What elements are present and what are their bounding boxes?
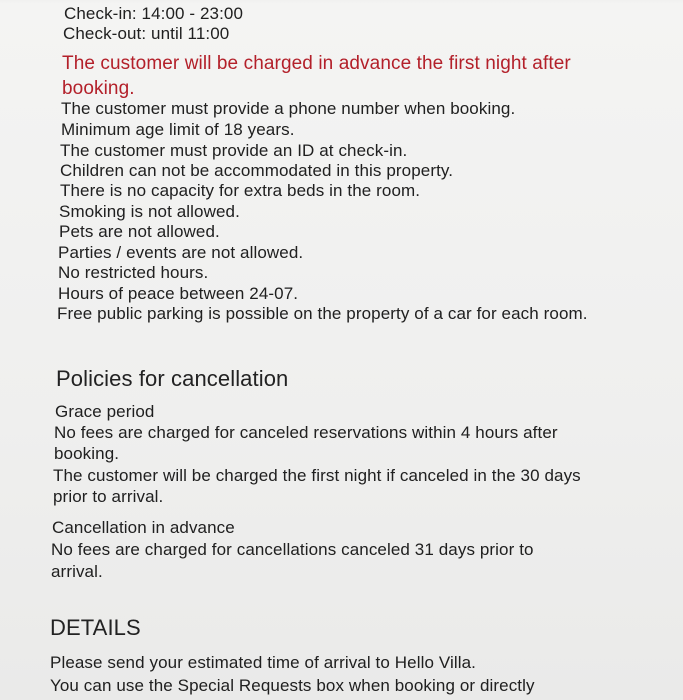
top-edge-shade	[0, 0, 683, 4]
rule-pets: Pets are not allowed.	[59, 222, 220, 241]
grace-period-line-4: prior to arrival.	[53, 487, 164, 506]
grace-period-line-3: The customer will be charged the first night if canceled in the 30 days	[53, 466, 581, 485]
details-line-2: You can use the Special Requests box when booking or directly	[50, 676, 535, 695]
grace-period-line-1: No fees are charged for canceled reservations within 4 hours after	[54, 423, 558, 442]
advance-charge-notice-line-2: booking.	[62, 78, 135, 99]
grace-period-title: Grace period	[55, 402, 155, 421]
rule-parties: Parties / events are not allowed.	[58, 243, 304, 262]
rule-hours-of-peace: Hours of peace between 24-07.	[58, 284, 299, 303]
rule-smoking: Smoking is not allowed.	[59, 202, 240, 221]
rule-id-check-in: The customer must provide an ID at check-in.	[60, 141, 408, 160]
rule-children: Children can not be accommodated in this property.	[60, 161, 454, 180]
rule-parking: Free public parking is possible on the property of a car for each room.	[57, 304, 588, 323]
details-line-1: Please send your estimated time of arrival to Hello Villa.	[50, 653, 476, 672]
grace-period-line-2: booking.	[54, 444, 120, 463]
rule-phone-number: The customer must provide a phone number when booking.	[61, 99, 516, 118]
check-in-time: Check-in: 14:00 - 23:00	[64, 4, 244, 23]
cancellation-in-advance-line-1: No fees are charged for cancellations canceled 31 days prior to	[51, 540, 534, 559]
cancellation-in-advance-title: Cancellation in advance	[52, 518, 235, 537]
rule-extra-beds: There is no capacity for extra beds in the room.	[60, 181, 421, 200]
cancellation-heading: Policies for cancellation	[56, 366, 289, 391]
rule-restricted-hours: No restricted hours.	[58, 263, 209, 282]
check-out-time: Check-out: until 11:00	[63, 24, 230, 43]
details-heading: DETAILS	[50, 615, 141, 640]
cancellation-in-advance-line-2: arrival.	[51, 562, 103, 581]
advance-charge-notice-line-1: The customer will be charged in advance the first night after	[62, 53, 571, 74]
rule-minimum-age: Minimum age limit of 18 years.	[61, 120, 295, 139]
